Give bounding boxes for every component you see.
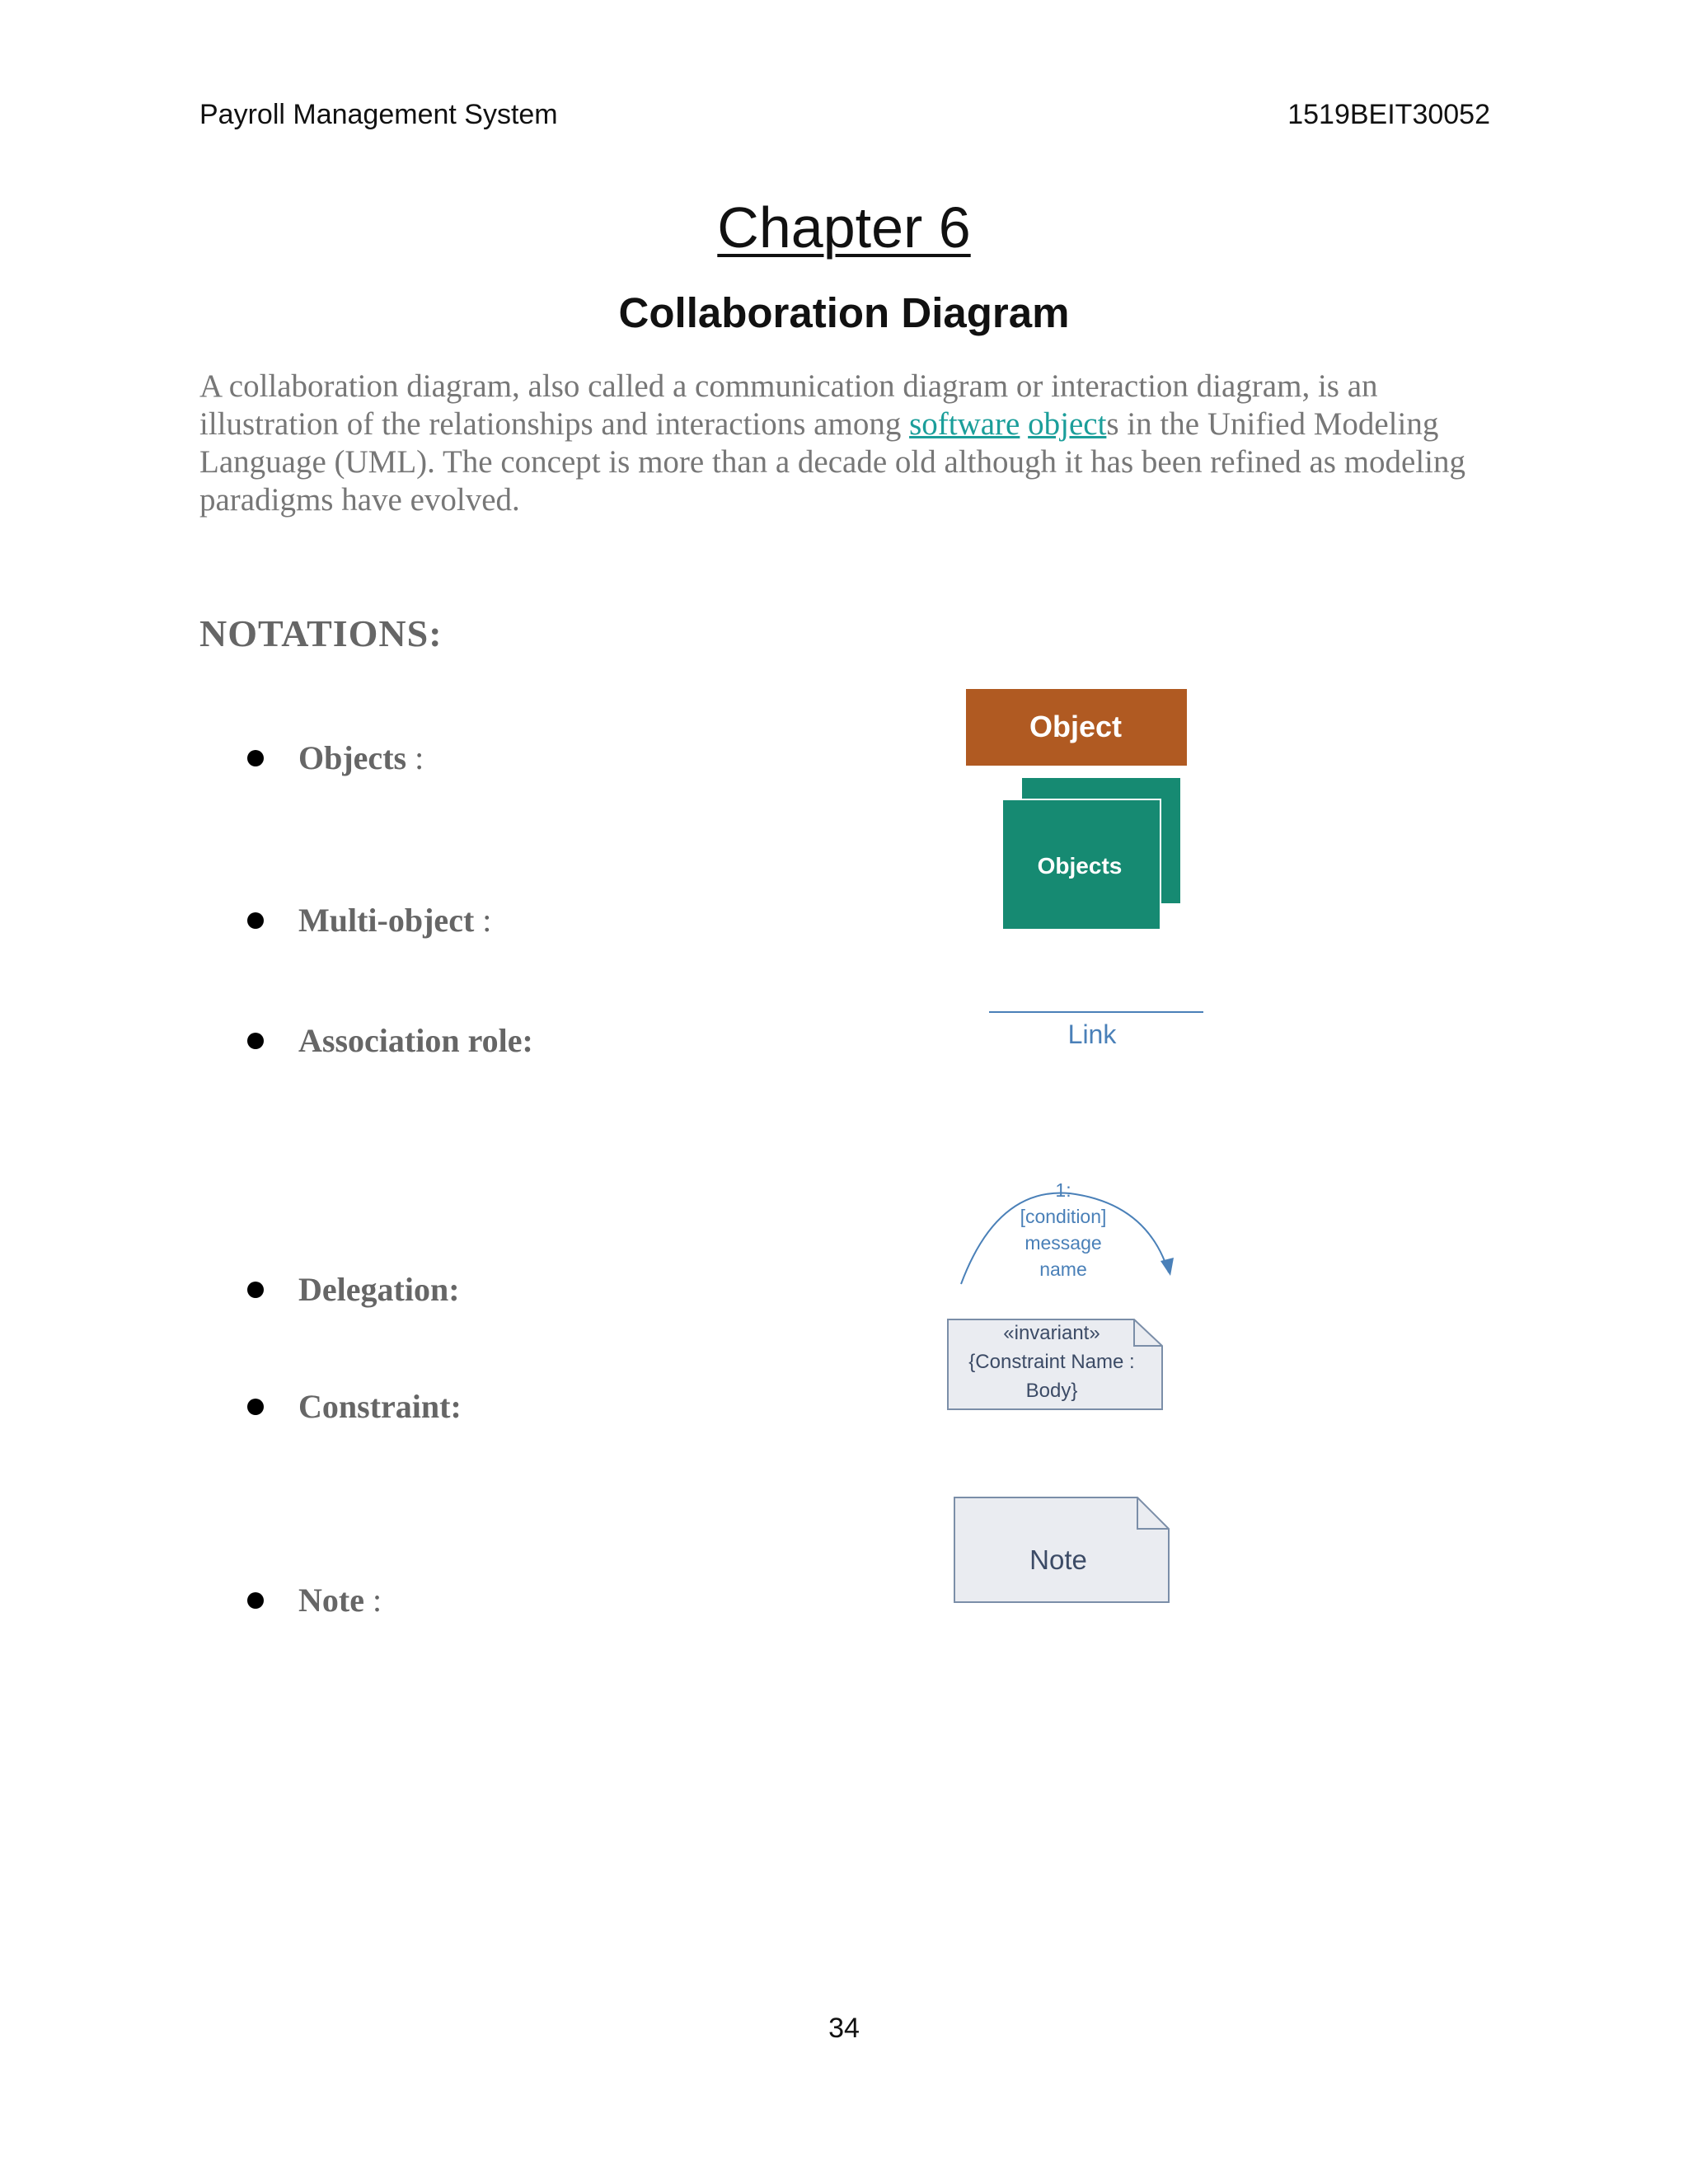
bullet-label: Objects [298, 739, 407, 776]
notations-heading: NOTATIONS: [199, 612, 443, 654]
object-figure [966, 689, 1187, 766]
section-title: Collaboration Diagram [618, 289, 1070, 336]
object-link[interactable]: object [1028, 406, 1107, 442]
intro-text-before: A collaboration diagram, also called a communication diagram or interaction diagram, is an illustration of the relationships and interactions among [199, 368, 1378, 442]
note-label: Note [1029, 1544, 1087, 1575]
delegation-line: name [1039, 1258, 1087, 1280]
bullet-label: Delegation: [298, 1271, 460, 1308]
delegation-line: message [1025, 1232, 1102, 1254]
object-label: Object [1029, 710, 1123, 743]
delegation-arrowhead [1160, 1258, 1174, 1276]
intro-text-after: s in the Unified Modeling Language (UML). The concept is more than a decade old although it has been refined as modeling paradigms have evolved. [199, 406, 1466, 518]
bullet-label: Constraint: [298, 1388, 462, 1425]
bullet-suffix: : [363, 1582, 382, 1619]
delegation-line: 1: [1055, 1179, 1071, 1201]
bullet-label: Multi-object [298, 902, 475, 939]
header-left: Payroll Management System [199, 99, 558, 130]
constraint-line: «invariant» [1003, 1322, 1100, 1344]
link-label: Link [1067, 1019, 1117, 1049]
bullet-suffix: : [406, 739, 424, 776]
constraint-line: Body} [1025, 1380, 1078, 1402]
bullet-label: Association role: [298, 1022, 533, 1059]
chapter-title: Chapter 6 [717, 195, 971, 260]
constraint-figure [948, 1319, 1162, 1409]
page-number: 34 [828, 2013, 860, 2044]
link-figure [989, 1012, 1203, 1049]
delegation-line: [condition] [1020, 1206, 1107, 1227]
bullet-label: Note [298, 1582, 364, 1619]
multi-object-label: Objects [1037, 853, 1123, 879]
header-right: 1519BEIT30052 [1287, 99, 1490, 130]
note-figure [954, 1497, 1169, 1602]
constraint-line: {Constraint Name : [968, 1351, 1135, 1373]
delegation-figure [961, 1179, 1174, 1284]
software-link[interactable]: software [909, 406, 1020, 442]
bullet-suffix: : [474, 902, 492, 939]
multi-object-figure [1002, 778, 1180, 930]
